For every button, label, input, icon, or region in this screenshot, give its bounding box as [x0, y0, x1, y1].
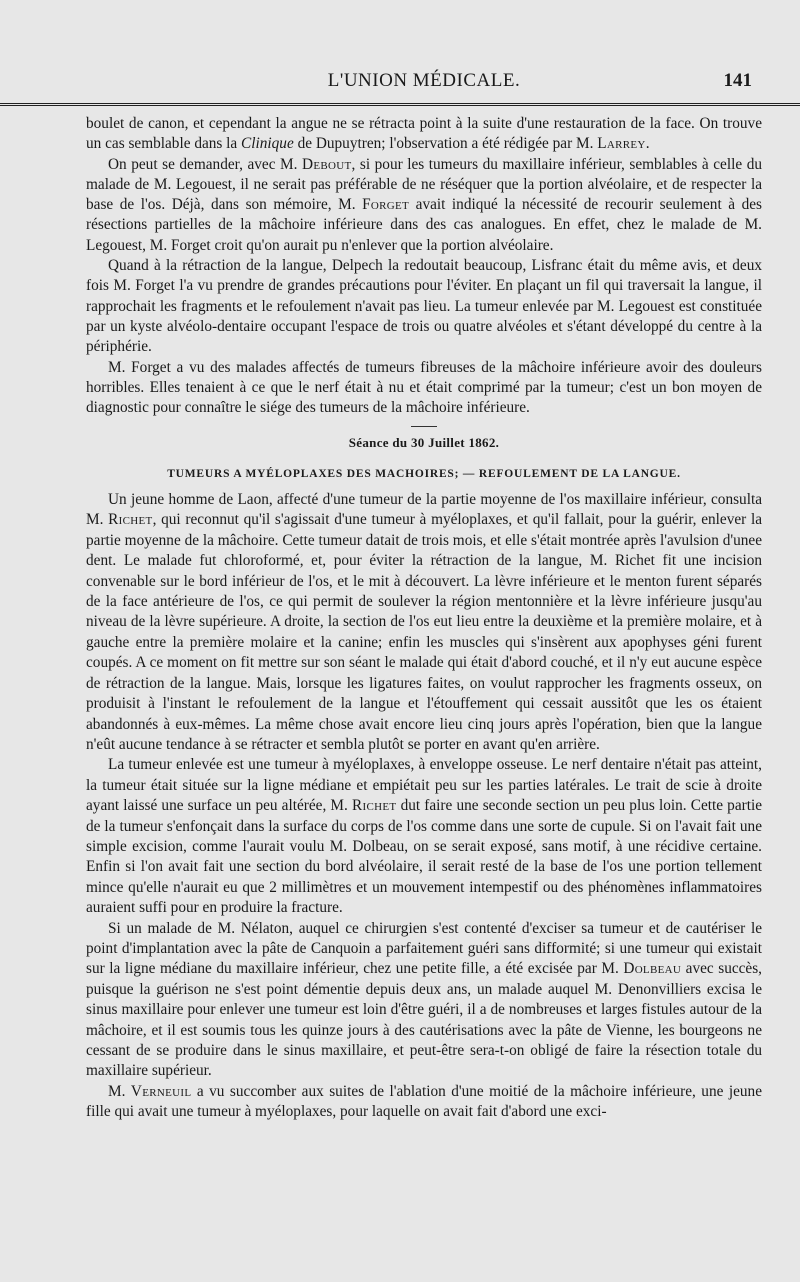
person-name: Richet: [108, 511, 153, 529]
paragraph: [86, 114, 762, 155]
paragraph: [86, 755, 762, 918]
paragraphs-bottom: [86, 490, 762, 1123]
section-title: TUMEURS A MYÉLOPLAXES DES MACHOIRES; — REFOULEMENT DE LA LANGUE.: [167, 467, 681, 480]
paragraph: [86, 1082, 762, 1123]
paragraph-text: , si pour les tumeurs du maxillaire inférieur, semblables à celle du malade de M. Legouest, il ne serait pas préférable de ne réséquer que la portion alvéolaire, et de respecter la base de l'os. Déjà, dans son mémoire, M.: [86, 155, 762, 214]
section-divider: [411, 426, 437, 427]
page-number: 141: [723, 70, 752, 91]
paragraph-text: On peut se demander, avec M.: [108, 155, 303, 173]
header-rule: [0, 103, 800, 106]
paragraph-text: La tumeur enlevée est une tumeur à myéloplaxes, à enveloppe osseuse. Le nerf dentaire n'était pas atteint, la tumeur était située sur la ligne médiane et empiétait peu sur les parties latérales. Le trait de scie à droite ayant laissé une surface un peu altérée, M.: [86, 756, 762, 815]
paragraph: [86, 358, 762, 419]
paragraph: [86, 155, 762, 256]
seance-heading: Séance du 30 Juillet 1862.: [348, 435, 500, 451]
paragraph-text: , qui reconnut qu'il s'agissait d'une tumeur à myéloplaxes, et qu'il fallait, pour la guérir, enlever la partie moyenne de la mâchoire. Cette tumeur datait de trois mois, et elle s'était montrée après l'avulsion d'unee dent. Le malade fut chloroformé, et, pour éviter la rétraction de la langue, M. Richet fit une incision convenable sur le bord inférieur de l'os, et le mit à découvert. La lèvre inférieure et le menton furent séparés de la face antérieure de l'os, ce qui permit de soulever la région mentonnière et la lèvre inférieure jusqu'au niveau de la lèvre supérieure. A droite, la section de l'os eut lieu entre la deuxième et la première molaire, et à gauche entre la première molaire et la canine; enfin les muscles qui s'insèrent aux apophyses géni furent coupés. A ce moment on fit mettre sur son séant le malade qui était d'abord couché, et il n'y eut aucune espèce de rétraction de la langue. Mais, lorsque les ligatures faites, on voulut rapprocher les fragments osseux, on produisit à l'instant le refoulement de la langue et l'étouffement qui cessait aussitôt que les os étaient abandonnés à eux-mêmes. La même chose avait encore lieu cinq jours après l'opération, bien que la langue n'eût aucune tendance à se rétracter et sembla plutôt se porter en avant qu'en arrière.: [86, 511, 763, 753]
article-body: [86, 114, 762, 1123]
person-name: Debout: [302, 155, 352, 173]
person-name: Forget: [362, 196, 410, 214]
paragraph-text: avec succès, puisque la guérison ne s'est point démentie depuis deux ans, un malade auquel M. Denonvilliers excisa le sinus maxillaire pour enlever une tumeur est loin d'être guéri, il a de nombreuses et larges fistules autour de la mâchoire, et il est soumis tous les quinze jours à des cautérisations avec la pâte de Vienne, les bourgeons ne cessant de se produire dans le sinus maxillaire, et peut-être sera-t-on obligé de faire la résection totale du maxillaire supérieur.: [86, 960, 762, 1080]
person-name: Dolbeau: [623, 960, 682, 978]
paragraph-text: .: [645, 135, 650, 153]
paragraph: [86, 919, 762, 1082]
person-name: Verneuil: [130, 1082, 192, 1100]
person-name: Richet: [352, 797, 397, 815]
paragraph-text: Si un malade de M. Nélaton, auquel ce chirurgien s'est contenté d'exciser sa tumeur et de cautériser le point d'implantation avec la pâte de Canquoin a parfaitement guéri sans difformité; si une tumeur qui existait sur la ligne médiane du maxillaire inférieur, chez une petite fille, a été excisée par M.: [86, 919, 762, 978]
paragraph: [86, 490, 762, 755]
paragraph-text: dut faire une seconde section un peu plus loin. Cette partie de la tumeur s'enfonçait dans la surface du corps de l'os comme dans une sorte de cupule. Si on l'avait fait une simple excision, comme l'aurait voulu M. Dolbeau, on se serait exposé, sans motif, à une récidive certaine. Enfin si l'on avait fait une section du bord alvéolaire, il serait resté de la base de l'os une portion tellement mince qu'elle n'aurait eu que 2 millimètres et un mouvement intempestif ou des phénomènes inflammatoires auraient suffi pour en produire la fracture.: [86, 797, 762, 917]
paragraph-text: M. Forget a vu des malades affectés de tumeurs fibreuses de la mâchoire inférieure avoir des douleurs horribles. Elles tenaient à ce que le nerf était à nu et était comprimé par la tumeur; c'est un bon moyen de diagnostic pour connaître le siége des tumeurs de la mâchoire inférieure.: [86, 358, 762, 417]
paragraph-text: a vu succomber aux suites de l'ablation d'une moitié de la mâchoire inférieure, une jeune fille qui avait une tumeur à myéloplaxes, pour laquelle on avait fait d'abord une exci-: [86, 1082, 762, 1121]
paragraph-text: de Dupuytren; l'observation a été rédigée par M.: [293, 135, 598, 153]
paragraph-text: boulet de canon, et cependant la angue ne se rétracta point à la suite d'une restauration de la face. On trouve un cas semblable dans la: [86, 115, 762, 153]
paragraph-text: M.: [108, 1082, 131, 1100]
paragraph-text: Un jeune homme de Laon, affecté d'une tumeur de la partie moyenne de l'os maxillaire inférieur, consulta M.: [86, 491, 762, 529]
italic-title: Clinique: [241, 135, 294, 153]
paragraph-text: avait indiqué la nécessité de recourir seulement à des résections partielles de la mâchoire inférieure dans des cas analogues. En effet, chez le malade de M. Legouest, M. Forget croit qu'on aurait pu n'enlever que la portion alvéolaire.: [86, 196, 762, 254]
running-title: L'UNION MÉDICALE.: [327, 70, 521, 91]
page-header: [86, 0, 762, 100]
paragraph-text: Quand à la rétraction de la langue, Delpech la redoutait beaucoup, Lisfranc était du même avis, et deux fois M. Forget l'a vu prendre de grandes précautions pour l'éviter. En plaçant un fil qui traversait la langue, il rapprochait les fragments et le refoulement n'avait pas lieu. La tumeur enlevée par M. Legouest est constituée par un kyste alvéolo-dentaire occupant l'espace de trois ou quatre alvéoles et s'étant développé du centre à la périphérie.: [86, 257, 762, 356]
person-name: Larrey: [597, 135, 646, 153]
paragraph: [86, 256, 762, 357]
paragraphs-top: [86, 114, 762, 418]
